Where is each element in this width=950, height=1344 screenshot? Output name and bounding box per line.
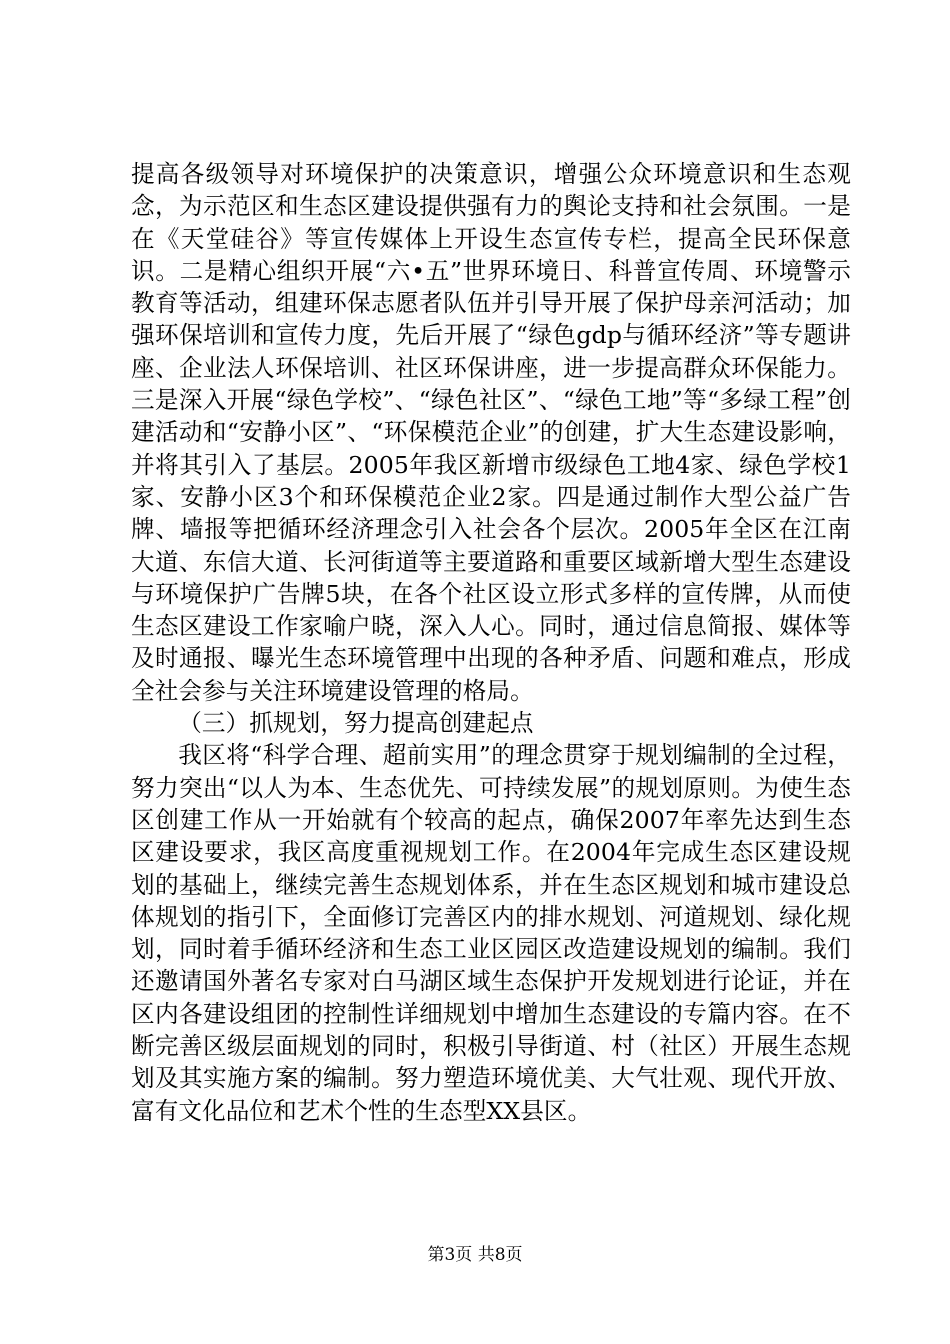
paragraph-planning: 我区将“科学合理、超前实用”的理念贯穿于规划编制的全过程，努力突出“以人为本、生态优先、可持续发展”的规划原则。为使生态区创建工作从一开始就有个较高的起点，确保2007年率先达到生态区建设要求，我区高度重视规划工作。在2004年完成生态区建设规划的基础上，继续完善生态规划体系，并在生态区规划和城市建设总体规划的指引下，全面修订完善区内的排水规划、河道规划、绿化规划，同时着手循环经济和生态工业区园区改造建设规划的编制。我们还邀请国外著名专家对白马湖区域生态保护开发规划进行论证，并在区内各建设组团的控制性详细规划中增加生态建设的专篇内容。在不断完善区级层面规划的同时，积极引导街道、村（社区）开展生态规划及其实施方案的编制。努力塑造环境优美、大气壮观、现代开放、富有文化品位和艺术个性的生态型XX县区。 xyxy=(131,741,851,1125)
section-heading-planning: （三）抓规划，努力提高创建起点 xyxy=(178,709,534,738)
page-footer: 第3页 共8页 xyxy=(427,1245,523,1265)
document-body xyxy=(131,158,851,1127)
paragraph-publicity: 提高各级领导对环境保护的决策意识，增强公众环境意识和生态观念，为示范区和生态区建设提供强有力的舆论支持和社会氛围。一是在《天堂硅谷》等宣传媒体上开设生态宣传专栏，提高全民环保意识。二是精心组织开展“六•五”世界环境日、科普宣传周、环境警示教育等活动，组建环保志愿者队伍并引导开展了保护母亲河活动；加强环保培训和宣传力度，先后开展了“绿色gdp与循环经济”等专题讲座、企业法人环保培训、社区环保讲座，进一步提高群众环保能力。三是深入开展“绿色学校”、“绿色社区”、“绿色工地”等“多绿工程”创建活动和“安静小区”、“环保模范企业”的创建，扩大生态建设影响，并将其引入了基层。2005年我区新增市级绿色工地4家、绿色学校1家、安静小区3个和环保模范企业2家。四是通过制作大型公益广告牌、墙报等把循环经济理念引入社会各个层次。2005年全区在江南大道、东信大道、长河街道等主要道路和重要区域新增大型生态建设与环境保护广告牌5块，在各个社区设立形式多样的宣传牌，从而使生态区建设工作家喻户晓，深入人心。同时，通过信息简报、媒体等及时通报、曝光生态环境管理中出现的各种矛盾、问题和难点，形成全社会参与关注环境建设管理的格局。 xyxy=(131,160,851,705)
